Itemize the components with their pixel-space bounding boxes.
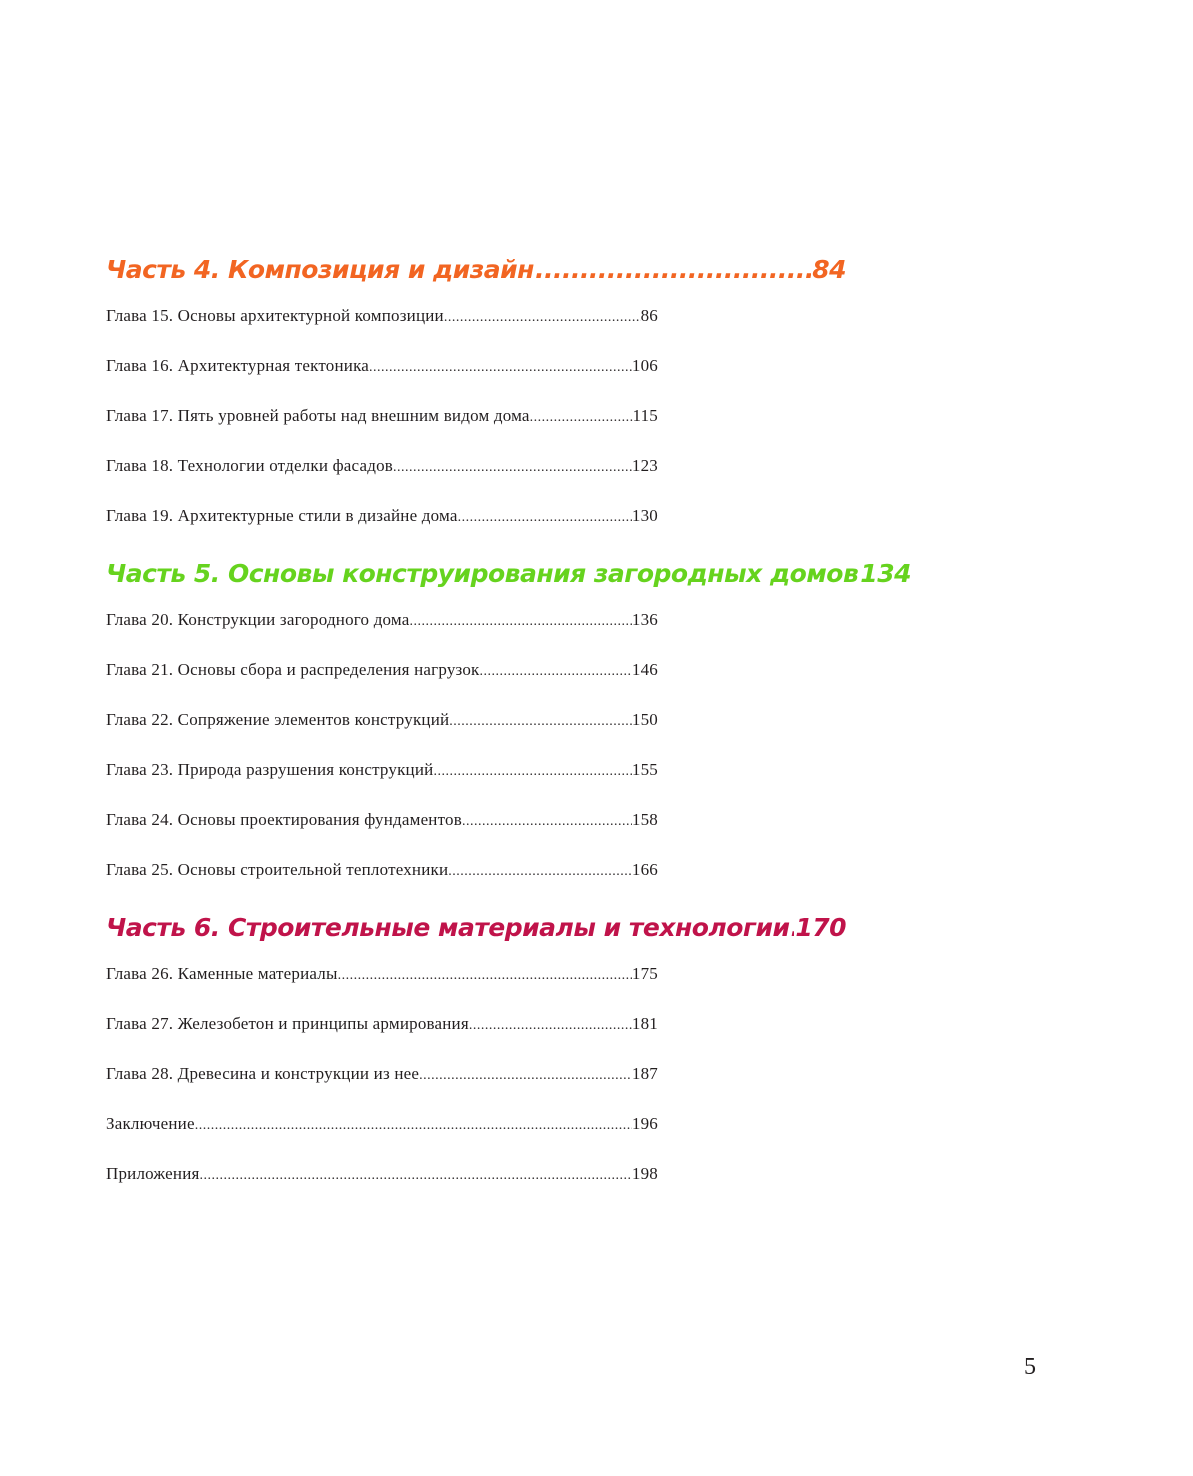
chapter-page-number: 146 [631,660,658,679]
chapter-entry [106,658,658,682]
chapter-list [106,962,658,1186]
part-page-number: 134 [860,559,911,588]
page-number: 5 [1024,1354,1036,1380]
dot-leader [535,252,811,288]
chapter-page-number: 123 [631,456,658,475]
dot-leader [449,710,632,734]
chapter-title: Глава 26. Каменные материалы [106,964,338,983]
chapter-title: Глава 28. Древесина и конструкции из нее [106,1064,420,1083]
chapter-entry [106,758,658,782]
chapter-entry [106,454,658,478]
chapter-page-number: 86 [640,306,658,325]
chapter-page-number: 106 [631,356,658,375]
chapter-entry [106,1062,658,1086]
dot-leader [200,1164,632,1188]
chapter-page-number: 196 [631,1114,658,1133]
chapter-list [106,608,658,882]
chapter-title: Глава 20. Конструкции загородного дома [106,610,410,629]
part-title: Часть 4. Композиция и дизайн [106,255,534,284]
chapter-page-number: 198 [631,1164,658,1183]
chapter-page-number: 155 [631,760,658,779]
chapter-title: Глава 17. Пять уровней работы над внешним видом дома [106,406,530,425]
chapter-title: Глава 27. Железобетон и принципы армирования [106,1014,469,1033]
dot-leader [530,406,633,430]
dot-leader [480,660,632,684]
dot-leader [444,306,641,330]
table-of-contents [106,252,911,1214]
chapter-entry [106,1112,658,1136]
chapter-list [106,304,658,528]
dot-leader [369,356,632,380]
chapter-entry [106,608,658,632]
dot-leader [195,1114,632,1138]
chapter-title: Заключение [106,1114,195,1133]
chapter-page-number: 175 [631,964,658,983]
chapter-page-number: 136 [631,610,658,629]
chapter-page-number: 150 [631,710,658,729]
dot-leader [433,760,631,784]
dot-leader [448,860,632,884]
chapter-title: Глава 22. Сопряжение элементов конструкций [106,710,450,729]
chapter-title: Глава 23. Природа разрушения конструкций [106,760,434,779]
chapter-page-number: 181 [631,1014,658,1033]
part-heading [106,910,846,946]
chapter-entry [106,504,658,528]
chapter-page-number: 115 [632,406,658,425]
chapter-entry [106,1162,658,1186]
chapter-title: Глава 21. Основы сбора и распределения нагрузок [106,660,480,679]
chapter-page-number: 166 [631,860,658,879]
part-page-number: 84 [812,255,846,284]
chapter-entry [106,708,658,732]
dot-leader [469,1014,632,1038]
chapter-title: Глава 24. Основы проектирования фундаментов [106,810,462,829]
chapter-entry [106,304,658,328]
chapter-title: Приложения [106,1164,200,1183]
dot-leader [458,506,632,530]
chapter-entry [106,1012,658,1036]
dot-leader [419,1064,632,1088]
part-title: Часть 5. Основы конструирования загородных домов [106,559,859,588]
chapter-entry [106,404,658,428]
chapter-page-number: 130 [631,506,658,525]
part-heading [106,556,911,592]
chapter-title: Глава 15. Основы архитектурной композиции [106,306,444,325]
part-heading [106,252,846,288]
dot-leader [791,910,795,946]
chapter-page-number: 158 [631,810,658,829]
dot-leader [462,810,632,834]
part-page-number: 170 [795,913,846,942]
part-title: Часть 6. Строительные материалы и технологии [106,913,790,942]
chapter-entry [106,962,658,986]
chapter-title: Глава 25. Основы строительной теплотехники [106,860,449,879]
chapter-title: Глава 19. Архитектурные стили в дизайне дома [106,506,458,525]
chapter-entry [106,808,658,832]
chapter-entry [106,354,658,378]
dot-leader [410,610,632,634]
chapter-title: Глава 18. Технологии отделки фасадов [106,456,394,475]
dot-leader [393,456,632,480]
dot-leader [338,964,632,988]
chapter-title: Глава 16. Архитектурная тектоника [106,356,370,375]
chapter-page-number: 187 [631,1064,658,1083]
chapter-entry [106,858,658,882]
